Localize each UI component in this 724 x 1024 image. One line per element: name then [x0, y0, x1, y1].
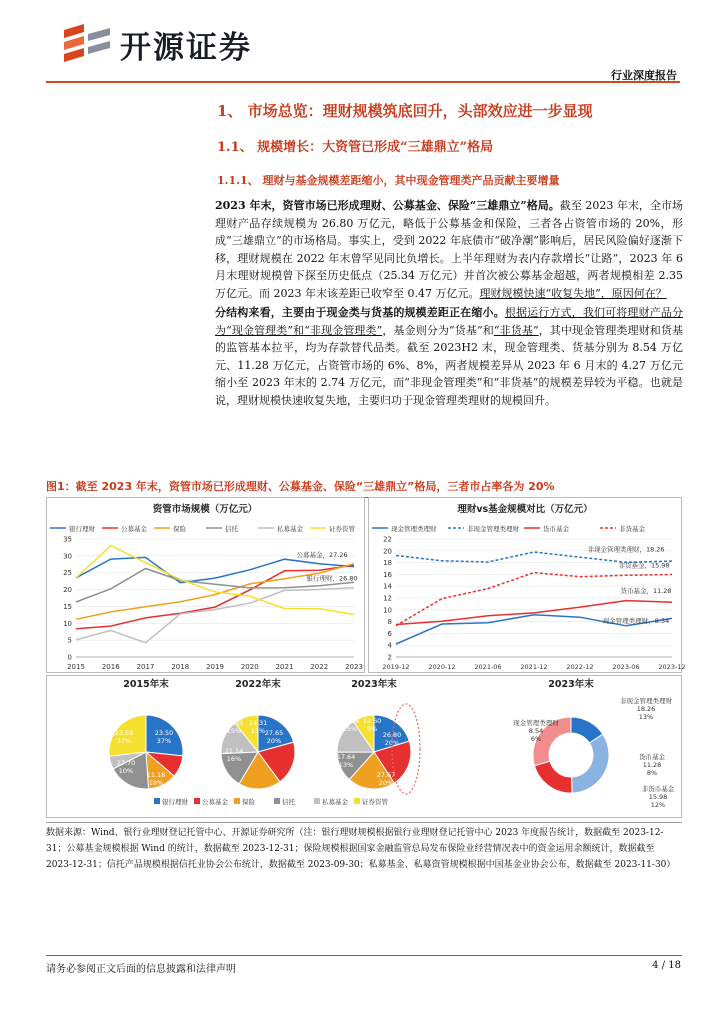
chart-2-ytick: 6	[387, 629, 392, 638]
chart-1-xtick: 2017	[136, 663, 155, 671]
chart-1-ytick: 30	[63, 552, 72, 561]
pie-2022-label: 16%	[226, 755, 242, 763]
footer-disclaimer: 请务必参阅正文后面的信息披露和法律声明	[46, 964, 236, 975]
pies-legend-label: 信托	[282, 798, 295, 806]
pies-legend-label: 银行理财	[162, 798, 188, 806]
pies-legend-swatch	[194, 798, 200, 804]
pies-legend-swatch	[154, 798, 160, 804]
chart-2-ytick: 16	[383, 570, 392, 579]
chart-1-annotation: 公募基金，27.26	[296, 551, 348, 560]
donut-2023-label: 8.54	[528, 727, 544, 735]
logo-text: 开源证券	[120, 30, 252, 66]
pie-2022-label: 21.14	[224, 747, 244, 755]
pie-2023-title: 2023年末	[351, 679, 397, 690]
pie-2023-label: 20%	[378, 779, 394, 787]
donut-2023-label: 12%	[650, 801, 666, 809]
chart-1-frame	[47, 498, 365, 673]
paragraph-2-lead: 分结构来看，主要由于现金类与货基的规模差距正在缩小。	[215, 306, 505, 319]
pie-2023-label: 15%	[342, 725, 358, 733]
pie-2023-label: 12.60	[362, 717, 382, 725]
chart-1-ytick: 15	[63, 602, 72, 611]
donut-2023-label: 货币基金	[639, 753, 665, 761]
chart-2-xtick: 2023-12	[658, 663, 686, 671]
pie-2015-label: 10%	[118, 767, 134, 775]
donut-2023-label: 非货币基金	[641, 785, 675, 793]
chart-2-legend-label: 货币基金	[543, 525, 569, 533]
pies-legend-swatch	[314, 798, 320, 804]
donut-2023-label: 18.26	[636, 705, 656, 713]
chart-2-xtick: 2021-06	[474, 663, 502, 671]
pie-2022-group	[221, 678, 295, 789]
pie-2023-label: 20.58	[340, 717, 360, 725]
pie-2022-label: 20.03	[224, 719, 244, 727]
pie-2022-label: 11%	[250, 727, 266, 735]
chart-2-xtick: 2020-12	[428, 663, 456, 671]
chart-2-frame	[369, 498, 682, 673]
pie-2015-label: 23.59	[114, 729, 134, 737]
paragraph-1-body: 截至 2023 年末，全市场理财产品存续规模为 26.80 万亿元，略低于公募基金和保险，三者各占资管市场的 20%，形成“三雄鼎立”的市场格局。事实上，受到 2022 年底债市“破净潮”影响后，居民风险偏好逐渐下移，理财规模在 2022 年末曾罕见同比负增长。上半年理财为表内存款增长“让路”，2023 年 6 月末理财规模曾下探至历史低点（25.34 万亿元）并首次被公募基金超越，两者规模相差 2.35 万亿元。而 2023 年末该差距已收窄至 0.47 万亿元。	[215, 199, 683, 300]
donut-2023-label: 13%	[638, 713, 654, 721]
chart-1-xtick: 2019	[206, 663, 224, 671]
pie-2015-label: 11.18	[146, 771, 166, 779]
donut-2023-title: 2023年末	[548, 679, 594, 690]
chart-2-annotation: 现金管理类理财，8.54	[602, 617, 670, 626]
chart-1-ytick: 10	[63, 619, 72, 628]
chart-1-ytick: 0	[67, 653, 72, 662]
section-heading-1: 1、 市场总览：理财规模筑底回升，头部效应进一步显现	[217, 102, 593, 120]
chart-1-legend-label: 银行理财	[69, 525, 95, 533]
chart-1-xtick: 2016	[101, 663, 120, 671]
pies-legend-label: 保险	[242, 798, 255, 806]
paragraph-1	[215, 197, 683, 302]
pie-2015-label: 37%	[116, 737, 132, 745]
pies-legend-swatch	[354, 798, 360, 804]
paragraph-1-tail: 理财规模快速“收复失地”，原因何在？	[479, 286, 667, 300]
pies-legend-swatch	[234, 798, 240, 804]
pie-2022-label: 14.31	[248, 719, 268, 727]
chart-1-ytick: 35	[63, 535, 72, 544]
chart-1-series-line	[76, 588, 354, 643]
pie-2015-label: 18%	[148, 779, 164, 787]
pie-2015-label: 23.50	[154, 729, 174, 737]
paragraph-2-part1: 根据运行方式，我们可将理财产品分为“现金管理类”和“非现金管理类”	[215, 306, 684, 337]
chart-2-title: 理财vs基金规模对比（万亿元）	[457, 504, 593, 515]
chart-2-ytick: 8	[387, 618, 392, 627]
report-type-tag: 行业深度报告	[611, 69, 677, 82]
chart-1-xtick: 2022	[310, 663, 329, 671]
pie-2015-title: 2015年末	[123, 679, 169, 690]
chart-2-xtick: 2022-12	[566, 663, 594, 671]
pie-2022-title: 2022年末	[235, 679, 281, 690]
figure-caption: 图1：截至 2023 年末，资管市场已形成理财、公募基金、保险“三雄鼎立”格局，三者市占率各为 20%	[46, 478, 678, 498]
header-divider	[46, 81, 680, 83]
chart-2-ytick: 18	[383, 559, 392, 568]
chart-2-annotation: 货币基金，11.28	[620, 586, 672, 595]
chart-1-ytick: 20	[63, 586, 72, 595]
chart-2-ytick: 10	[383, 606, 392, 615]
chart-1-xtick: 2020	[240, 663, 259, 671]
paragraph-2	[215, 304, 683, 409]
chart-1-title: 资管市场规模（万亿元）	[152, 504, 258, 515]
pie-2023-label: 26.80	[382, 731, 402, 739]
chart-2-group	[372, 503, 686, 671]
data-source-note: 数据来源：Wind、银行业理财登记托管中心、开源证券研究所（注：银行理财规模根据银行业理财登记托管中心 2023 年度报告统计，数据截至 2023-12-31；公募基金规模根据 Wind 的统计，数据截至 2023-12-31；保险规模根据国家金融监管总局发布保险业经营情况表中的资金运用余额统计，数据截至 2023-12-31；信托产品规模根据信托业协会公布统计，数据截至 2023-09-30；私募基金、私募资管规模根据中国基金业协会公布，数据截至 2023-11-30）	[46, 822, 682, 873]
pie-2015-label: 37%	[156, 737, 172, 745]
donut-2023-label: 15.98	[648, 793, 668, 801]
chart-1-xtick: 2023	[345, 663, 363, 671]
pie-2023-label: 27.67	[376, 771, 396, 779]
chart-2-xtick: 2023-06	[612, 663, 640, 671]
donut-2023-label: 6%	[530, 735, 542, 743]
chart-2-ytick: 12	[383, 594, 392, 603]
donut-2023-slice	[572, 734, 609, 793]
chart-1-legend-label: 信托	[225, 525, 238, 533]
pie-2023-label: 20%	[384, 739, 400, 747]
chart-1-xtick: 2015	[67, 663, 85, 671]
chart-1-legend-label: 公募基金	[121, 525, 147, 533]
chart-2-ytick: 2	[387, 653, 392, 662]
paragraph-2-part2: ，基金则分为“货基”和	[382, 323, 494, 337]
donut-2023-label: 非现金管理类理财	[620, 697, 672, 705]
chart-2-legend-label: 非现金管理类理财	[467, 525, 519, 533]
paragraph-1-lead: 2023 年末，资管市场已形成理财、公募基金、保险“三雄鼎立”格局。	[215, 199, 560, 212]
chart-2-ytick: 14	[383, 582, 392, 591]
pie-2015-group	[109, 678, 183, 789]
section-heading-1-1-1: 1.1.1、 理财与基金规模差距缩小，其中现金管理类产品贡献主要增量	[217, 174, 560, 187]
paragraph-2-part4: ，其中现金管理类理财和货基的监管基本拉平，均为存款替代品类。截至 2023H2 末，现金管理类、货基分别为 8.54 万亿元、11.28 万亿元，占资管市场的 6%、8%，两者规模差异从 2023 年 6 月末的 4.27 万亿元缩小至 2023 年末的 2.74 万亿元，而“非现金管理类”和“非货基”的规模差异较为平稳。也就是说，理财规模快速收复失地，主要归功于现金管理类理财的规模回升。	[215, 323, 684, 407]
chart-2-xtick: 2019-12	[382, 663, 410, 671]
chart-1-ytick: 25	[63, 569, 72, 578]
pies-legend-label: 证券资管	[362, 798, 388, 806]
pie-2015-label: 27.70	[116, 759, 136, 767]
donut-2023-label: 现金管理类理财	[513, 719, 559, 727]
chart-2-ytick: 22	[383, 535, 392, 544]
chart-1-xtick: 2018	[171, 663, 190, 671]
chart-1-legend-label: 保险	[173, 525, 186, 533]
pie-2023-group	[337, 678, 420, 794]
pie-2023-label: 13%	[338, 761, 354, 769]
section-heading-1-1: 1.1、 规模增长：大资管已形成“三雄鼎立”格局	[217, 140, 494, 155]
donut-2023-label: 11.28	[642, 761, 662, 769]
chart-1-annotation: 银行理财，26.80	[306, 574, 358, 583]
chart-2-legend-label: 现金管理类理财	[391, 525, 437, 533]
chart-1-group	[50, 503, 363, 671]
figure-1	[46, 497, 686, 819]
chart-1-xtick: 2021	[275, 663, 294, 671]
chart-2-annotation: 非货基金，15.98	[618, 561, 670, 570]
chart-2-annotation: 非现金管理类理财，18.26	[587, 545, 665, 554]
pies-legend-label: 公募基金	[202, 798, 228, 806]
donut-2023-group	[513, 678, 675, 809]
chart-1-legend-label: 私募基金	[277, 525, 303, 533]
page-number: 4 / 18	[652, 960, 681, 971]
donut-2023-label: 8%	[646, 769, 658, 777]
chart-2-legend-label: 非货基金	[619, 525, 645, 533]
chart-1-legend-label: 证券资管	[329, 525, 355, 533]
paragraph-2-part3: “非货基”	[493, 323, 539, 337]
pies-legend-label: 私募基金	[322, 798, 348, 806]
pie-2022-label: 27.65	[264, 729, 284, 737]
pies-legend-swatch	[274, 798, 280, 804]
chart-1-ytick: 5	[67, 636, 72, 645]
pie-2022-label: 20%	[266, 737, 282, 745]
chart-2-ytick: 4	[387, 641, 392, 650]
chart-2-xtick: 2021-12	[520, 663, 548, 671]
donut-2023-slice	[535, 761, 573, 793]
pie-2022-label: 15%	[226, 727, 242, 735]
pie-2023-label: 9%	[366, 725, 378, 733]
footer-divider	[46, 955, 682, 956]
chart-2-ytick: 20	[383, 547, 392, 556]
pie-2023-label: 17.64	[336, 753, 356, 761]
